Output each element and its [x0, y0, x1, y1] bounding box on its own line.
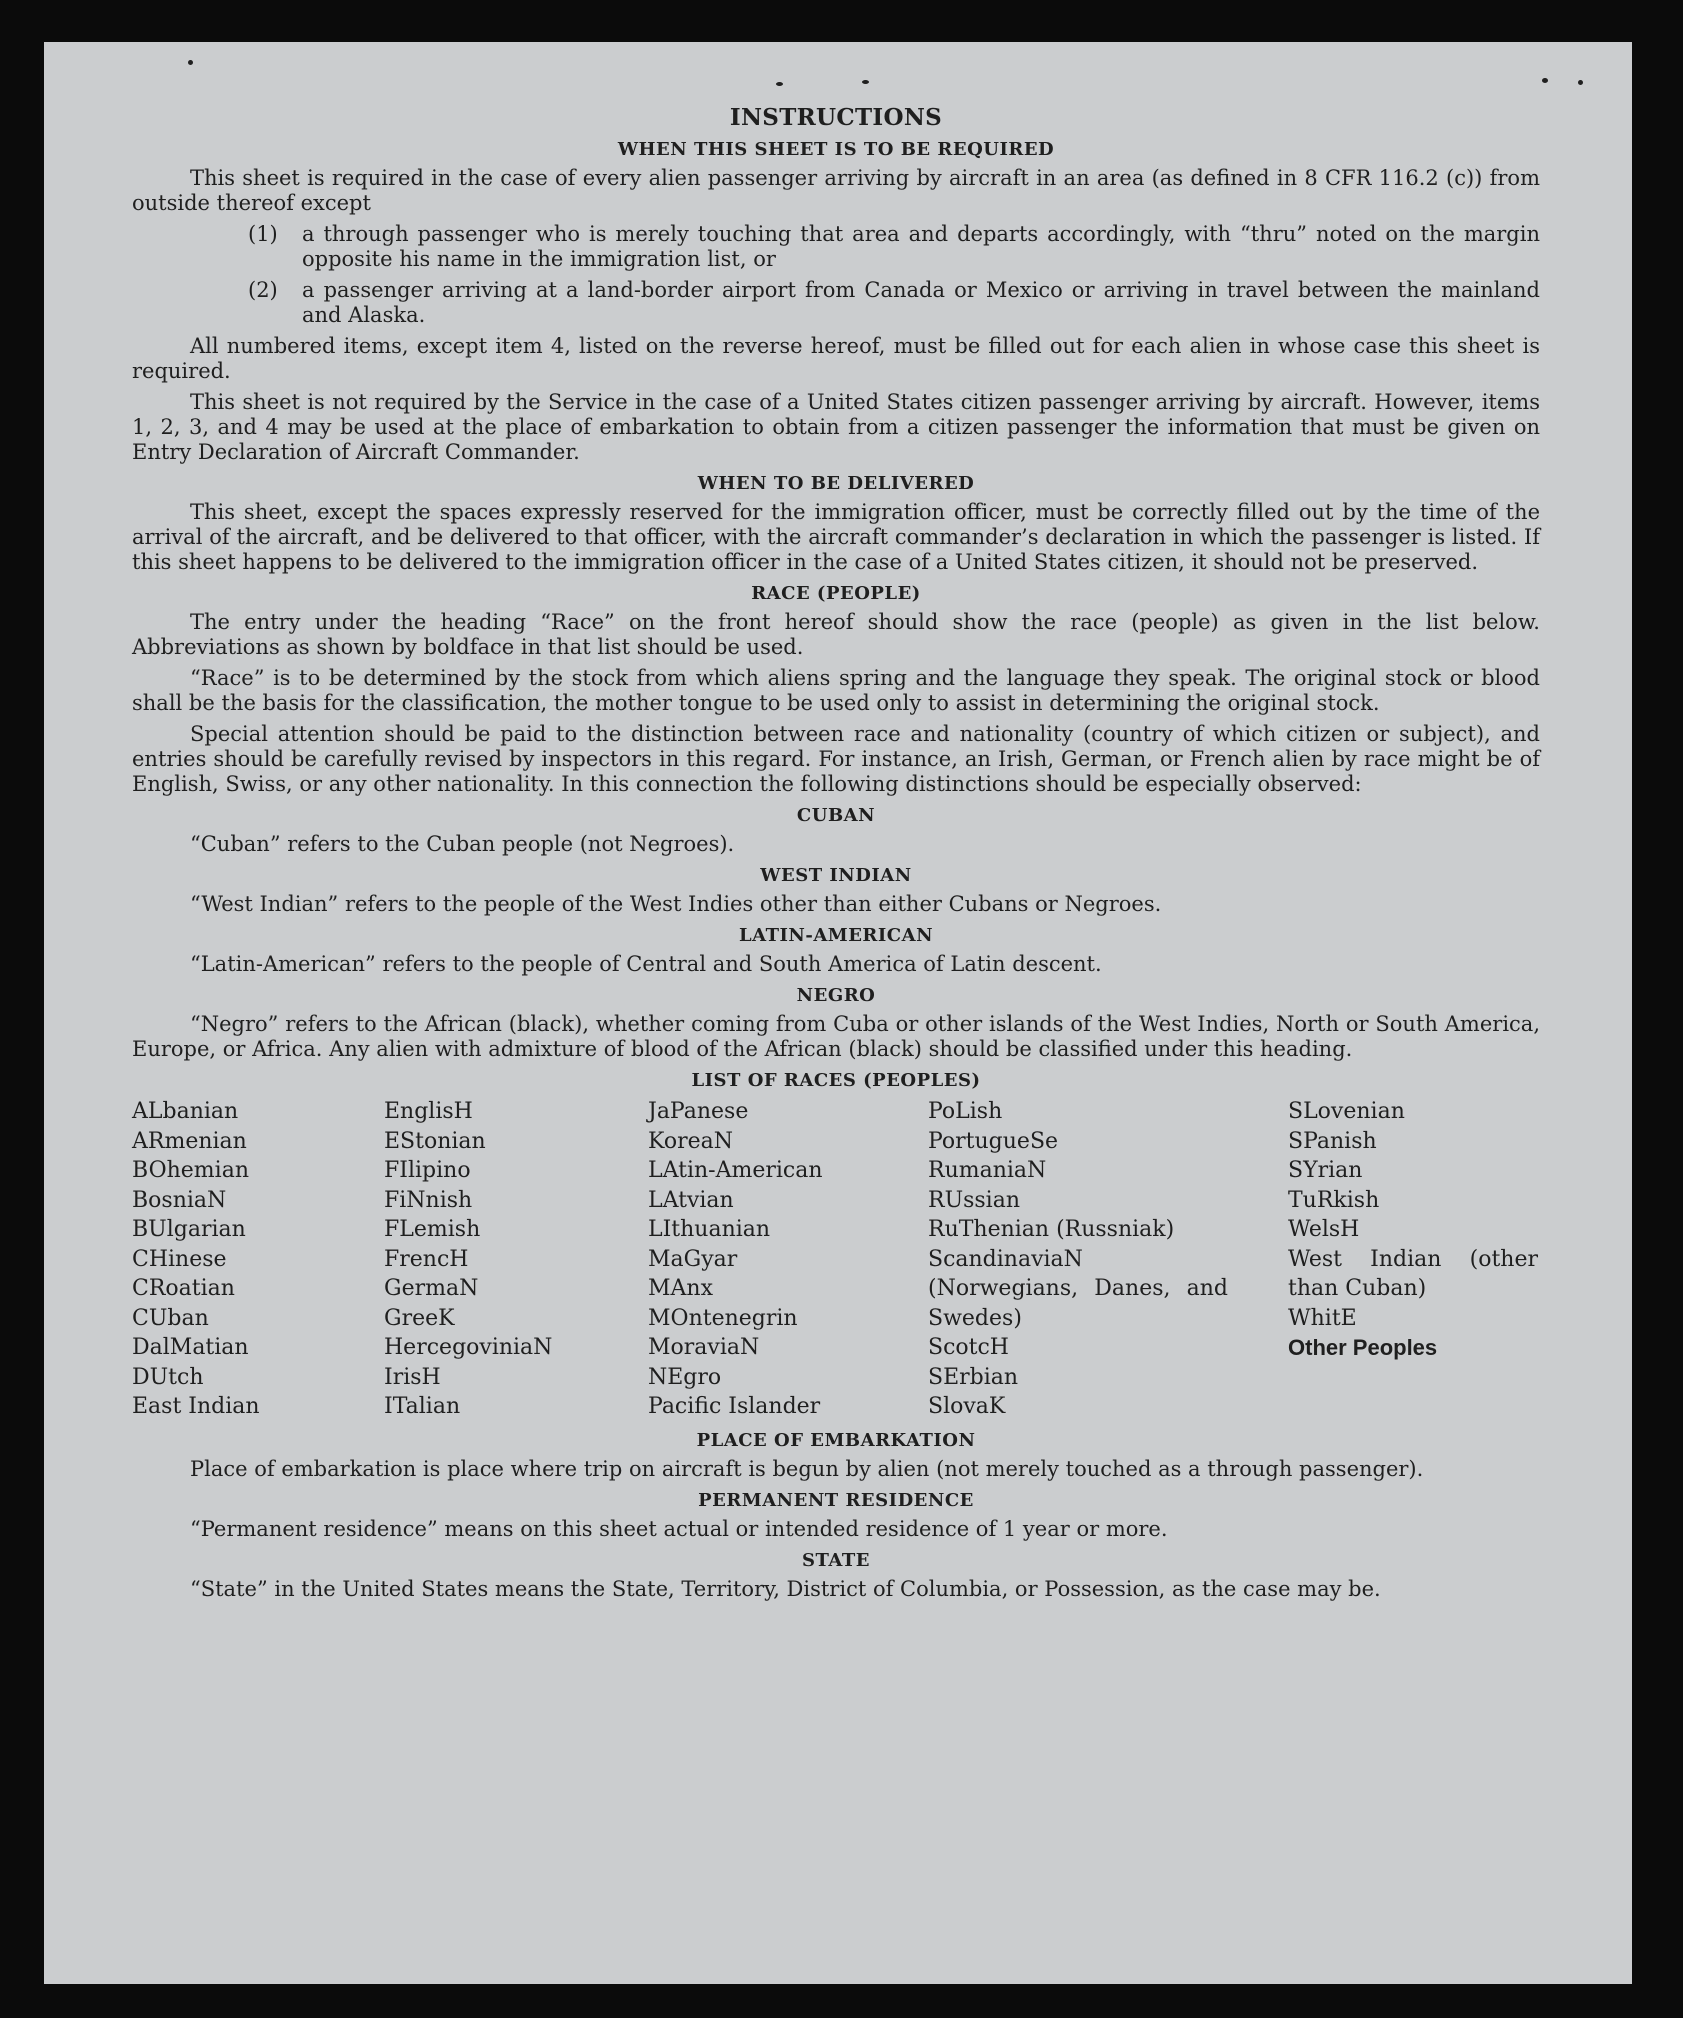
race-entry: PortugueSe: [928, 1128, 1059, 1154]
race-entry: JaPanese: [648, 1099, 749, 1124]
paragraph: Place of embarkation is place where trip on aircraft is begun by alien (not merely touched as a through passenger).: [190, 1456, 1424, 1481]
race-entry: SlovaK: [928, 1394, 1006, 1419]
races-column-5: [1288, 1097, 1538, 1422]
race-entry: CRoatian: [132, 1276, 235, 1301]
race-entry: RUssian: [928, 1187, 1021, 1213]
race-entry: MAnx: [648, 1276, 713, 1301]
heading-delivered: WHEN TO BE DELIVERED: [697, 473, 975, 494]
race-entry: SLovenian: [1288, 1099, 1405, 1124]
race-entry: FLemish: [384, 1217, 481, 1242]
race-entry: BUlgarian: [132, 1217, 246, 1242]
exception-item: [132, 222, 1540, 272]
race-entry: HercegoviniaN: [384, 1335, 553, 1360]
race-entry: East Indian: [132, 1394, 260, 1419]
race-entry: TuRkish: [1288, 1187, 1380, 1213]
race-entry: MaGyar: [648, 1246, 738, 1272]
race-entry: WelsH: [1288, 1217, 1360, 1242]
races-column-4: [928, 1097, 1228, 1422]
paragraph: “State” in the United States means the State, Territory, District of Columbia, or Possession, as the case may be.: [190, 1576, 1381, 1601]
race-entry: DalMatian: [132, 1335, 249, 1360]
scan-speck: [1578, 80, 1583, 85]
item-text: a passenger arriving at a land-border airport from Canada or Mexico or arriving in travel between the mainland and Alaska.: [302, 278, 1540, 327]
paragraph: “Cuban” refers to the Cuban people (not Negroes).: [190, 832, 735, 856]
exception-item: [132, 278, 1540, 328]
race-entry: WhitE: [1288, 1305, 1357, 1331]
race-entry: FIlipino: [384, 1158, 471, 1183]
race-entry: SPanish: [1288, 1128, 1377, 1154]
race-entry: FrencH: [384, 1246, 469, 1272]
race-entry: FiNnish: [384, 1187, 473, 1213]
race-entry: NEgro: [648, 1364, 722, 1390]
race-entry: GermaN: [384, 1276, 479, 1301]
race-entry: IrisH: [384, 1364, 441, 1390]
heading-list-of-races: LIST OF RACES (PEOPLES): [691, 1070, 981, 1091]
race-entry: Pacific Islander: [648, 1394, 821, 1419]
race-entry: BosniaN: [132, 1187, 227, 1213]
race-entry: KoreaN: [648, 1128, 733, 1154]
race-entry: ScandinaviaN (Norwegians, Danes, and Swedes): [928, 1246, 1228, 1331]
race-entry: RuThenian (Russniak): [928, 1217, 1175, 1242]
paragraph: All numbered items, except item 4, listed on the reverse hereof, must be filled out for each alien in whose case this sheet is required.: [132, 334, 1540, 383]
race-entry: GreeK: [384, 1305, 455, 1331]
scan-speck: [862, 80, 869, 84]
race-entry: EnglisH: [384, 1099, 473, 1124]
item-text: a through passenger who is merely touching that area and departs accordingly, with “thru” noted on the margin opposite his name in the immigration list, or: [302, 222, 1540, 271]
race-entry: ARmenian: [132, 1128, 247, 1154]
paragraph: “Negro” refers to the African (black), whether coming from Cuba or other islands of the West Indies, North or South America, Europe, or Africa. Any alien with admixture of blood of the African (black) should be classified under this heading.: [132, 1012, 1540, 1061]
race-entry: BOhemian: [132, 1158, 249, 1183]
race-entry: ITalian: [384, 1394, 461, 1419]
races-column-3: [648, 1097, 928, 1422]
item-number: (2): [248, 278, 278, 302]
paragraph: “West Indian” refers to the people of the West Indies other than either Cubans or Negroes.: [190, 892, 1162, 916]
race-entry: ScotcH: [928, 1335, 1009, 1360]
scan-speck: [1542, 78, 1548, 83]
race-entry: MOntenegrin: [648, 1305, 798, 1331]
scan-speck: [188, 60, 193, 65]
paragraph: Special attention should be paid to the distinction between race and nationality (country of which citizen or subject), and entries should be carefully revised by inspectors in this regard. For instance, an Irish, German, or French alien by race might be of English, Swiss, or any other nationality. In this connection the following distinctions should be especially observed:: [132, 722, 1540, 796]
item-number: (1): [248, 222, 278, 246]
races-list: [132, 1097, 1540, 1422]
scan-speck: [776, 82, 783, 86]
paragraph: This sheet, except the spaces expressly reserved for the immigration officer, must be correctly filled out by the time of the arrival of the aircraft, and be delivered to that officer, with the aircraft commander’s declaration in which the passenger is listed. If this sheet happens to be delivered to the immigration officer in the case of a United States citizen, it should not be preserved.: [132, 500, 1540, 574]
races-column-1: [132, 1097, 384, 1422]
heading-west-indian: WEST INDIAN: [760, 865, 912, 886]
paragraph: This sheet is required in the case of every alien passenger arriving by aircraft in an area (as defined in 8 CFR 116.2 (c)) from outside thereof except: [132, 166, 1540, 215]
page-title: INSTRUCTIONS: [729, 104, 943, 131]
race-entry: West Indian (other than Cuban): [1288, 1246, 1538, 1301]
race-entry: CUban: [132, 1305, 209, 1331]
race-entry: DUtch: [132, 1364, 204, 1390]
heading-cuban: CUBAN: [796, 805, 876, 826]
heading-state: STATE: [801, 1549, 870, 1571]
race-entry: LAtvian: [648, 1187, 734, 1213]
race-entry: LAtin-American: [648, 1158, 823, 1183]
heading-required: WHEN THIS SHEET IS TO BE REQUIRED: [617, 139, 1055, 160]
heading-race: RACE (PEOPLE): [751, 583, 921, 604]
races-column-2: [384, 1097, 648, 1422]
race-entry: PoLish: [928, 1099, 1003, 1124]
paragraph: “Latin-American” refers to the people of Central and South America of Latin descent.: [190, 952, 1102, 976]
race-entry: SYrian: [1288, 1158, 1363, 1183]
heading-embarkation: PLACE OF EMBARKATION: [696, 1429, 976, 1451]
paragraph: “Race” is to be determined by the stock from which aliens spring and the language they speak. The original stock or blood shall be the basis for the classification, the mother tongue to be used only to assist in determining the original stock.: [132, 666, 1540, 715]
race-entry: SErbian: [928, 1364, 1019, 1390]
heading-negro: NEGRO: [796, 985, 876, 1006]
race-entry: CHinese: [132, 1246, 227, 1272]
paragraph: “Permanent residence” means on this sheet actual or intended residence of 1 year or more.: [190, 1516, 1168, 1541]
heading-latin-american: LATIN-AMERICAN: [738, 925, 934, 946]
race-entry: EStonian: [384, 1128, 486, 1154]
race-entry: ALbanian: [132, 1099, 239, 1124]
instruction-sheet: [44, 42, 1632, 1984]
race-entry: LIthuanian: [648, 1217, 771, 1242]
heading-residence: PERMANENT RESIDENCE: [698, 1489, 974, 1511]
paragraph: The entry under the heading “Race” on the front hereof should show the race (people) as given in the list below. Abbreviations as shown by boldface in that list should be used.: [132, 610, 1540, 659]
race-entry: MoraviaN: [648, 1335, 760, 1360]
race-entry: RumaniaN: [928, 1158, 1047, 1183]
paragraph: This sheet is not required by the Service in the case of a United States citizen passenger arriving by aircraft. However, items 1, 2, 3, and 4 may be used at the place of embarkation to obtain from a citizen passenger the information that must be given on Entry Declaration of Aircraft Commander.: [132, 390, 1540, 464]
race-entry-other: Other Peoples: [1288, 1335, 1438, 1360]
